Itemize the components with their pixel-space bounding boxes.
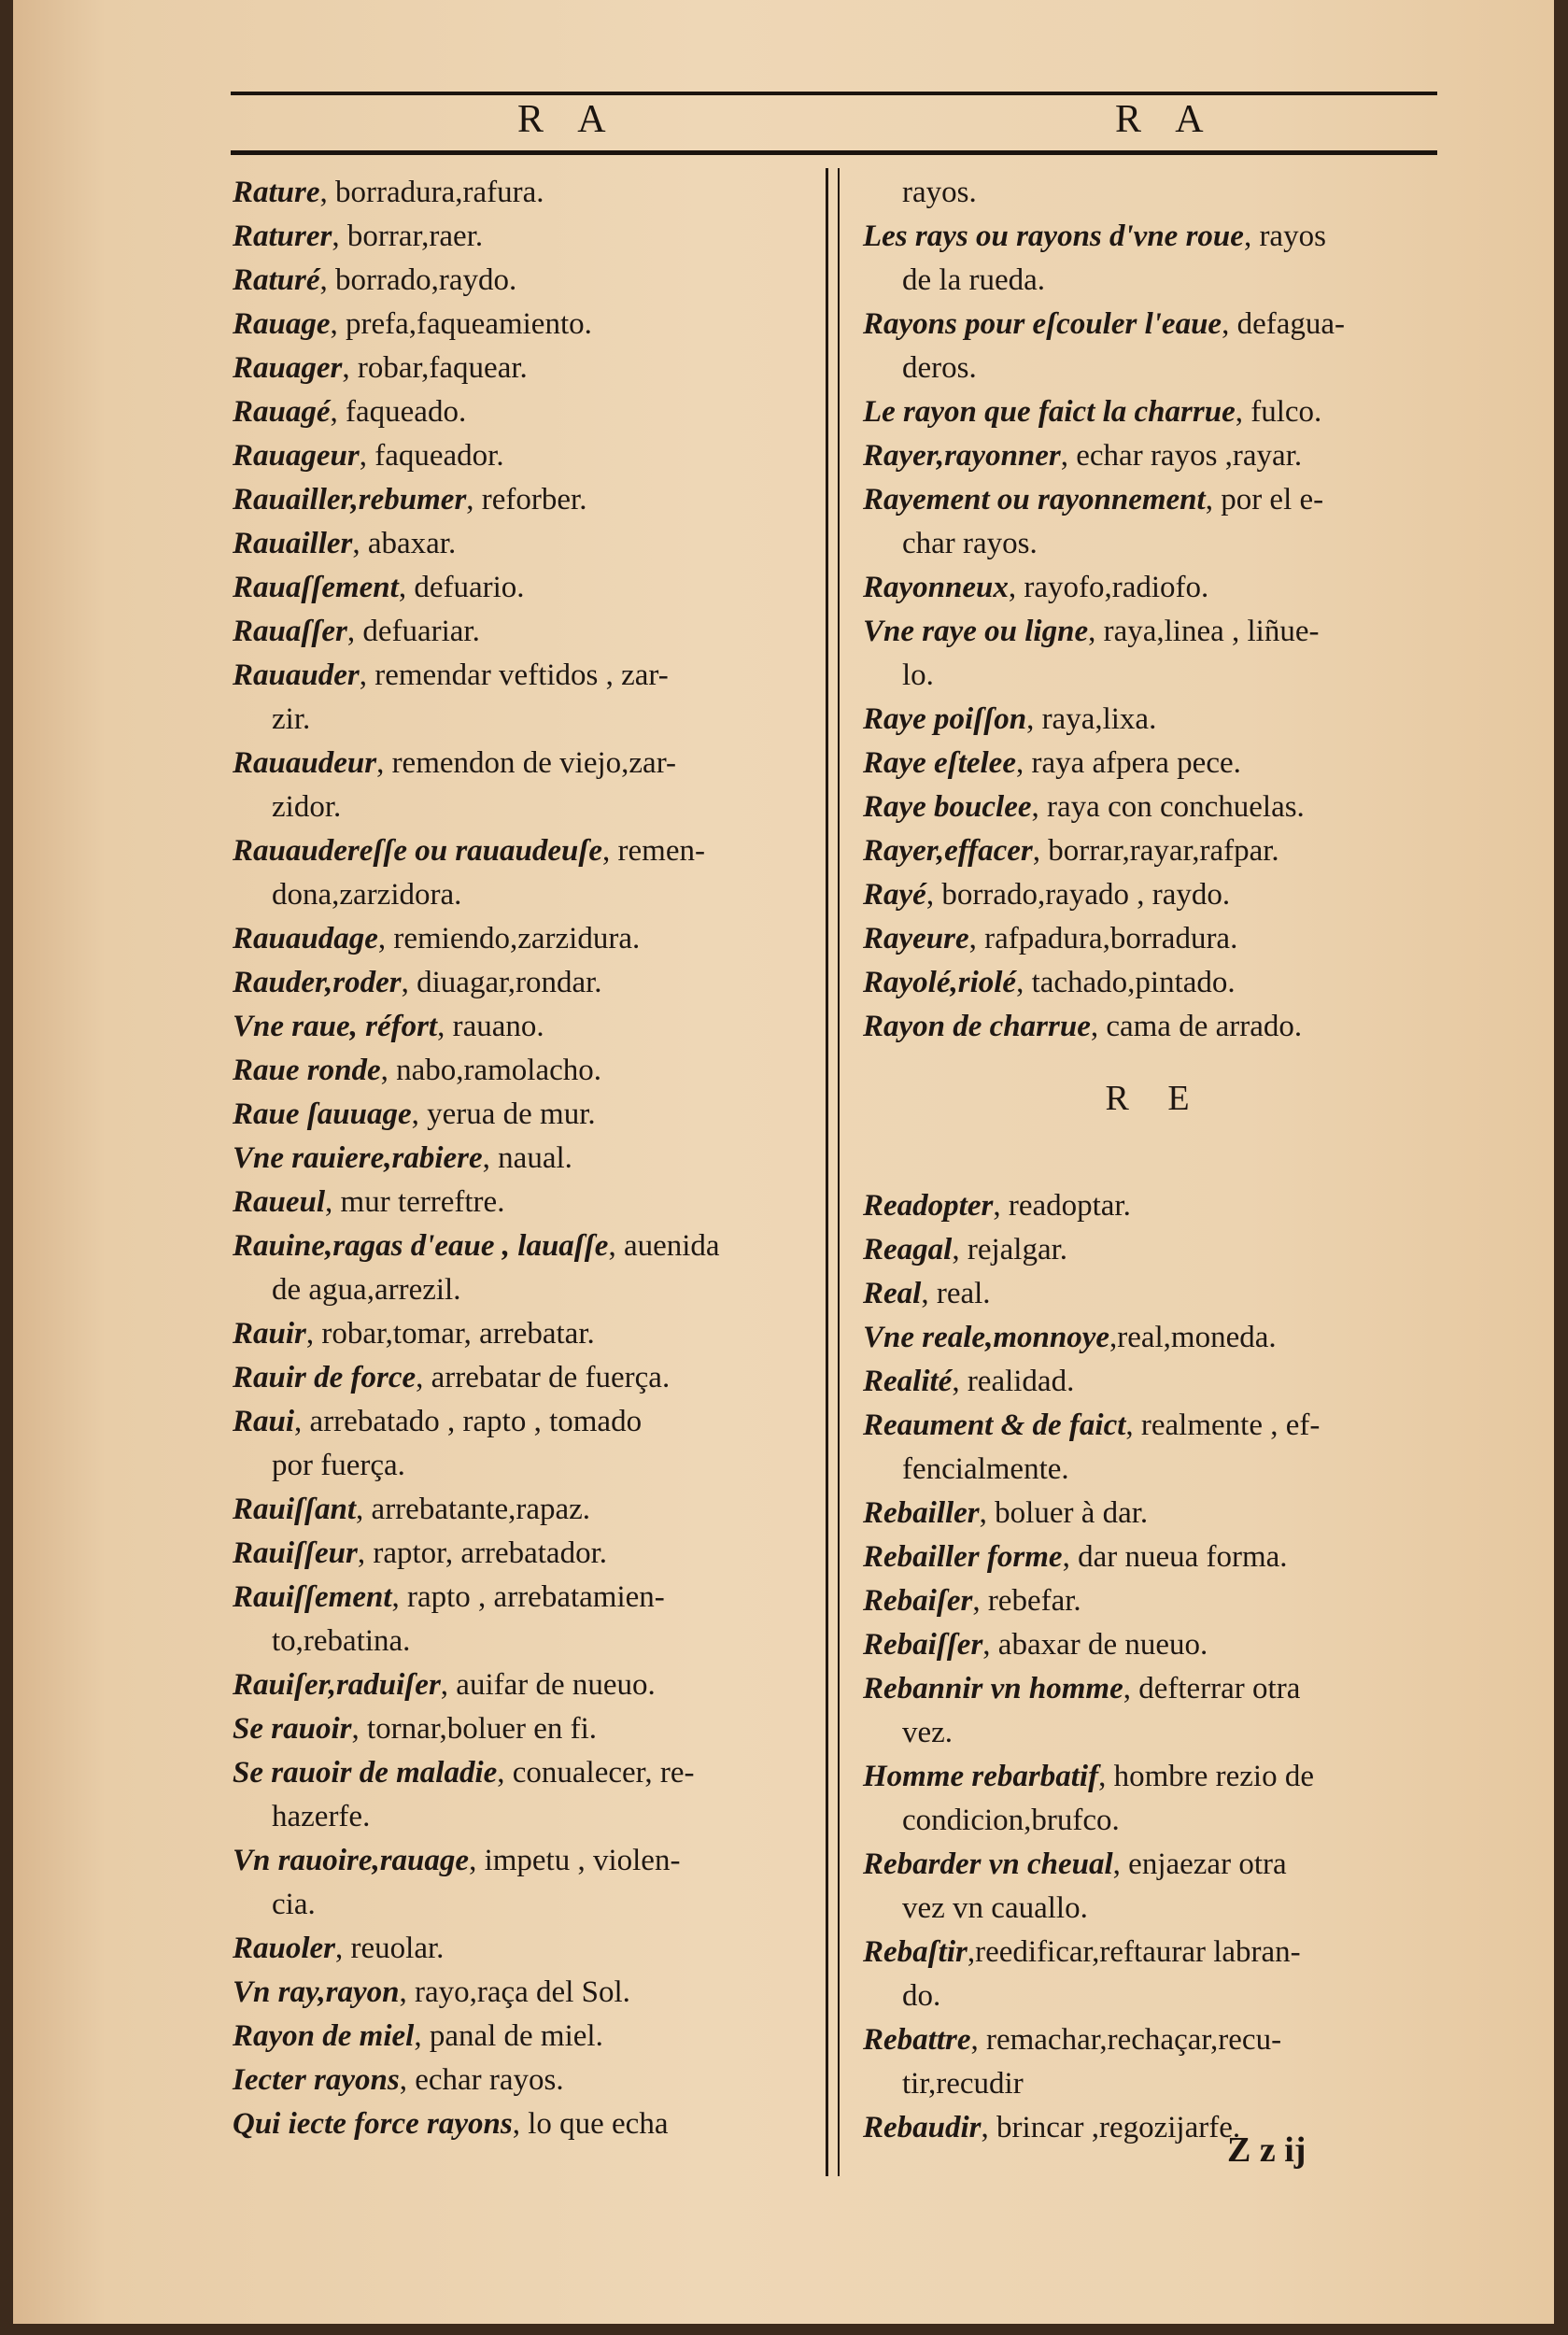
definition: , tornar,boluer en fi.: [351, 1712, 598, 1746]
dictionary-entry: [863, 1005, 1447, 1049]
dictionary-entry: [233, 347, 816, 390]
entry-continuation: cia.: [272, 1888, 316, 1921]
headword: Se rauoir: [233, 1712, 352, 1746]
definition: ,reedificar,reftaurar labran-: [967, 1935, 1301, 1969]
dictionary-entry: [863, 2106, 1447, 2150]
dictionary-entry: [233, 2015, 816, 2059]
definition: , fulco.: [1235, 395, 1322, 429]
dictionary-entry: [863, 1184, 1447, 1228]
dictionary-entry: [233, 2059, 816, 2102]
dictionary-entry: [863, 2018, 1447, 2062]
definition: , rayofo,radiofo.: [1008, 571, 1209, 604]
headword: Rauaſſer: [233, 615, 347, 648]
definition: , mur terreftre.: [325, 1185, 505, 1219]
definition: , defagua-: [1222, 307, 1345, 341]
dictionary-entry: [233, 1576, 816, 1620]
headword: Rebarder vn cheual: [863, 1847, 1113, 1881]
headword: Rauiſſeur: [233, 1536, 358, 1570]
headword: Realité: [863, 1365, 953, 1398]
entry-continuation: deros.: [902, 351, 977, 385]
definition: , raya,linea , liñue-: [1088, 615, 1320, 648]
definition: , real.: [921, 1277, 991, 1310]
definition: , robar,faquear.: [342, 351, 528, 385]
dictionary-entry: [863, 1492, 1447, 1535]
definition: , borradura,rafura.: [319, 176, 544, 209]
dictionary-entry: [863, 917, 1447, 961]
dictionary-entry: [863, 1535, 1447, 1579]
dictionary-entry: [863, 1272, 1447, 1316]
headword: Se rauoir de maladie: [233, 1756, 498, 1790]
headword: Reagal: [863, 1233, 953, 1267]
headword: Real: [863, 1277, 922, 1310]
headword: Rauauder: [233, 658, 360, 692]
definition: , arrebatar de fuerça.: [416, 1361, 671, 1394]
right-column: [863, 171, 1447, 2150]
headword: Rauailler: [233, 527, 353, 560]
signature-mark: Z z ij: [1227, 2130, 1307, 2170]
definition: , auenida: [608, 1229, 720, 1263]
headword: Raui: [233, 1405, 295, 1438]
definition: , enjaezar otra: [1112, 1847, 1287, 1881]
headword: Rauaudage: [233, 922, 378, 955]
dictionary-entry: [233, 1927, 816, 1971]
definition: , cama de arrado.: [1090, 1010, 1303, 1043]
dictionary-entry: [233, 1356, 816, 1400]
entry-continuation: vez vn cauallo.: [902, 1891, 1088, 1925]
section-heading: R E: [1105, 1079, 1205, 1118]
definition: , por el e-: [1205, 483, 1324, 517]
definition: , reuolar.: [335, 1932, 445, 1965]
running-head-left: R A: [517, 98, 619, 141]
column-divider: [826, 168, 828, 2176]
dictionary-entry: [233, 961, 816, 1005]
dictionary-entry: [233, 171, 816, 215]
dictionary-entry: [863, 1404, 1447, 1448]
entry-continuation: condicion,brufco.: [902, 1804, 1120, 1837]
headword: Qui iecte force rayons: [233, 2107, 513, 2141]
definition: , borrado,rayado , raydo.: [925, 878, 1231, 912]
headword: Rauaudeur: [233, 746, 377, 780]
definition: , realidad.: [952, 1365, 1075, 1398]
headword: Vn rauoire,rauage: [233, 1844, 470, 1877]
definition: , arrebatado , rapto , tomado: [294, 1405, 643, 1438]
headword: Rayé: [863, 878, 926, 912]
definition: , yerua de mur.: [411, 1097, 596, 1131]
headword: Rebaſtir: [863, 1935, 968, 1969]
entry-continuation: to,rebatina.: [272, 1624, 411, 1658]
definition: , auifar de nueuo.: [440, 1668, 656, 1702]
dictionary-entry: [863, 303, 1447, 347]
definition: , borrado,raydo.: [319, 263, 517, 297]
running-head-right: R A: [1115, 98, 1217, 141]
headword: Rebattre: [863, 2023, 971, 2057]
definition: , faqueado.: [330, 395, 467, 429]
entry-continuation: de la rueda.: [902, 263, 1045, 297]
dictionary-entry: [233, 215, 816, 259]
definition: , rebefar.: [972, 1584, 1081, 1618]
headword: Rauaudereſſe ou rauaudeuſe: [233, 834, 603, 868]
headword: Rayement ou rayonnement: [863, 483, 1206, 517]
definition: , brincar ,regozijarfe.: [981, 2111, 1241, 2144]
definition: , abaxar.: [352, 527, 457, 560]
dictionary-entry: [863, 1579, 1447, 1623]
definition: , arrebatante,rapaz.: [356, 1493, 591, 1526]
headword: Rauoler: [233, 1932, 336, 1965]
definition: , conualecer, re-: [497, 1756, 695, 1790]
definition: , lo que echa: [512, 2107, 669, 2141]
definition: , dar nueua forma.: [1062, 1540, 1288, 1574]
dictionary-entry: [863, 698, 1447, 742]
dictionary-entry: [863, 1228, 1447, 1272]
dictionary-entry: [233, 1663, 816, 1707]
headword: Raue ronde: [233, 1054, 381, 1087]
headword: Reaument & de faict: [863, 1408, 1126, 1442]
headword: Le rayon que faict la charrue: [863, 395, 1236, 429]
entry-continuation: lo.: [902, 658, 934, 692]
definition: , faqueador.: [359, 439, 504, 473]
definition: , remachar,rechaçar,recu-: [970, 2023, 1282, 2057]
dictionary-entry: [863, 478, 1447, 522]
dictionary-entry: [863, 215, 1447, 259]
headword: Rature: [233, 176, 320, 209]
headword: Rauager: [233, 351, 343, 385]
dictionary-entry: [863, 1931, 1447, 1974]
entry-continuation: por fuerça.: [272, 1449, 405, 1482]
definition: , echar rayos ,rayar.: [1060, 439, 1303, 473]
definition: , defuariar.: [346, 615, 480, 648]
dictionary-entry: [233, 434, 816, 478]
definition: , prefa,faqueamiento.: [330, 307, 592, 341]
entry-continuation: char rayos.: [902, 527, 1038, 560]
definition: , readoptar.: [993, 1189, 1131, 1223]
headword: Raye poiſſon: [863, 702, 1027, 736]
dictionary-entry: [233, 303, 816, 347]
column-divider: [838, 168, 840, 2176]
dictionary-entry: [233, 1971, 816, 2015]
definition: , rayos: [1243, 219, 1326, 253]
headword: Rebaudir: [863, 2111, 982, 2144]
dictionary-entry: [233, 610, 816, 654]
dictionary-entry: [863, 1667, 1447, 1711]
header-rule-top: [231, 92, 1437, 95]
dictionary-entry: [233, 1224, 816, 1268]
left-column: [233, 171, 816, 2146]
headword: Raye bouclee: [863, 790, 1032, 824]
headword: Rayon de miel: [233, 2019, 415, 2053]
headword: Vne reale,monnoye: [863, 1321, 1109, 1354]
dictionary-entry: [863, 742, 1447, 785]
definition: , remendar veftidos , zar-: [359, 658, 669, 692]
definition: , borrar,raer.: [332, 219, 484, 253]
headword: Rayonneux: [863, 571, 1009, 604]
dictionary-entry: [233, 1839, 816, 1883]
entry-continuation: zir.: [272, 702, 311, 736]
headword: Rayer,rayonner: [863, 439, 1061, 473]
headword: Raueul: [233, 1185, 326, 1219]
headword: Vne raue, réfort: [233, 1010, 438, 1043]
entry-continuation: dona,zarzidora.: [272, 878, 462, 912]
definition: , rauano.: [437, 1010, 544, 1043]
entry-continuation: fencialmente.: [902, 1452, 1069, 1486]
dictionary-entry: [233, 1137, 816, 1181]
headword: Raue ſauuage: [233, 1097, 412, 1131]
headword: Raturé: [233, 263, 320, 297]
dictionary-entry: [233, 742, 816, 785]
headword: Vne rauiere,rabiere: [233, 1141, 483, 1175]
definition: , raptor, arrebatador.: [357, 1536, 607, 1570]
dictionary-entry: [863, 1755, 1447, 1799]
dictionary-entry: [233, 1532, 816, 1576]
definition: , echar rayos.: [399, 2063, 564, 2097]
definition: , impetu , violen-: [469, 1844, 681, 1877]
headword: Rebaiſſer: [863, 1628, 983, 1662]
headword: Rebannir vn homme: [863, 1672, 1123, 1705]
entry-continuation: do.: [902, 1979, 941, 2013]
dictionary-entry: [233, 1707, 816, 1751]
headword: Rayolé,riolé: [863, 966, 1017, 999]
dictionary-entry: [863, 1316, 1447, 1360]
dictionary-entry: [863, 390, 1447, 434]
entry-continuation: rayos.: [902, 176, 977, 209]
entry-continuation: zidor.: [272, 790, 342, 824]
definition: , nabo,ramolacho.: [380, 1054, 602, 1087]
dictionary-entry: [863, 1843, 1447, 1887]
definition: , rafpadura,borradura.: [968, 922, 1238, 955]
dictionary-entry: [233, 1488, 816, 1532]
headword: Rauageur: [233, 439, 360, 473]
definition: , remendon de viejo,zar-: [376, 746, 677, 780]
headword: Rayon de charrue: [863, 1010, 1091, 1043]
dictionary-entry: [233, 1751, 816, 1795]
headword: Vn ray,rayon: [233, 1975, 400, 2009]
definition: , tachado,pintado.: [1016, 966, 1236, 999]
headword: Rauagé: [233, 395, 331, 429]
dictionary-entry: [863, 785, 1447, 829]
headword: Rauailler,rebumer: [233, 483, 467, 517]
dictionary-entry: [233, 1400, 816, 1444]
dictionary-entry: [863, 873, 1447, 917]
headword: Rauage: [233, 307, 331, 341]
definition: ,real,moneda.: [1109, 1321, 1277, 1354]
headword: Rauiſſement: [233, 1580, 392, 1614]
dictionary-entry: [863, 829, 1447, 873]
definition: , raya afpera pece.: [1015, 746, 1241, 780]
definition: , realmente , ef-: [1125, 1408, 1321, 1442]
definition: , defterrar otra: [1123, 1672, 1301, 1705]
headword: Rauiſer,raduiſer: [233, 1668, 441, 1702]
dictionary-entry: [863, 961, 1447, 1005]
headword: Iecter rayons: [233, 2063, 400, 2097]
headword: Vne raye ou ligne: [863, 615, 1089, 648]
definition: , abaxar de nueuo.: [982, 1628, 1208, 1662]
definition: , boluer à dar.: [979, 1496, 1149, 1530]
dictionary-entry: [233, 654, 816, 698]
entry-continuation: tir,recudir: [902, 2067, 1024, 2101]
definition: , diuagar,rondar.: [401, 966, 602, 999]
entry-continuation: hazerfe.: [272, 1800, 371, 1833]
dictionary-entry: [233, 1049, 816, 1093]
headword: Les rays ou rayons d'vne roue: [863, 219, 1244, 253]
headword: Rauder,roder: [233, 966, 402, 999]
header-rule-bottom: [231, 150, 1437, 155]
headword: Rauaſſement: [233, 571, 399, 604]
dictionary-entry: [233, 1093, 816, 1137]
dictionary-entry: [233, 829, 816, 873]
headword: Homme rebarbatif: [863, 1760, 1099, 1793]
dictionary-entry: [233, 566, 816, 610]
definition: , rejalgar.: [952, 1233, 1068, 1267]
headword: Rayer,effacer: [863, 834, 1033, 868]
definition: , remen-: [602, 834, 705, 868]
dictionary-entry: [233, 259, 816, 303]
headword: Rauine,ragas d'eaue , lauaſſe: [233, 1229, 609, 1263]
entry-continuation: vez.: [902, 1716, 954, 1749]
definition: , borrar,rayar,rafpar.: [1032, 834, 1279, 868]
definition: , naual.: [482, 1141, 572, 1175]
headword: Rauir de force: [233, 1361, 417, 1394]
dictionary-entry: [863, 566, 1447, 610]
definition: , panal de miel.: [414, 2019, 603, 2053]
dictionary-entry: [233, 1005, 816, 1049]
definition: , defuario.: [398, 571, 525, 604]
page: [13, 0, 1554, 2324]
definition: , rayo,raça del Sol.: [399, 1975, 630, 2009]
definition: , rapto , arrebatamien-: [391, 1580, 665, 1614]
definition: , remiendo,zarzidura.: [377, 922, 641, 955]
dictionary-entry: [863, 1360, 1447, 1404]
headword: Rebailler forme: [863, 1540, 1063, 1574]
dictionary-entry: [863, 1623, 1447, 1667]
headword: Rebailler: [863, 1496, 980, 1530]
headword: Raturer: [233, 219, 332, 253]
dictionary-entry: [233, 522, 816, 566]
dictionary-entry: [233, 390, 816, 434]
dictionary-entry: [233, 1181, 816, 1224]
dictionary-entry: [233, 2102, 816, 2146]
headword: Rauiſſant: [233, 1493, 357, 1526]
definition: , reforber.: [466, 483, 587, 517]
definition: , robar,tomar, arrebatar.: [305, 1317, 595, 1351]
dictionary-entry: [233, 478, 816, 522]
headword: Raye eſtelee: [863, 746, 1016, 780]
dictionary-entry: [863, 434, 1447, 478]
headword: Readopter: [863, 1189, 994, 1223]
headword: Rayons pour eſcouler l'eaue: [863, 307, 1222, 341]
definition: , raya con conchuelas.: [1031, 790, 1305, 824]
headword: Rayeure: [863, 922, 969, 955]
definition: , raya,lixa.: [1026, 702, 1157, 736]
entry-continuation: de agua,arrezil.: [272, 1273, 461, 1307]
definition: , hombre rezio de: [1098, 1760, 1314, 1793]
dictionary-entry: [863, 610, 1447, 654]
headword: Rauir: [233, 1317, 306, 1351]
dictionary-entry: [233, 1312, 816, 1356]
headword: Rebaiſer: [863, 1584, 973, 1618]
dictionary-entry: [233, 917, 816, 961]
